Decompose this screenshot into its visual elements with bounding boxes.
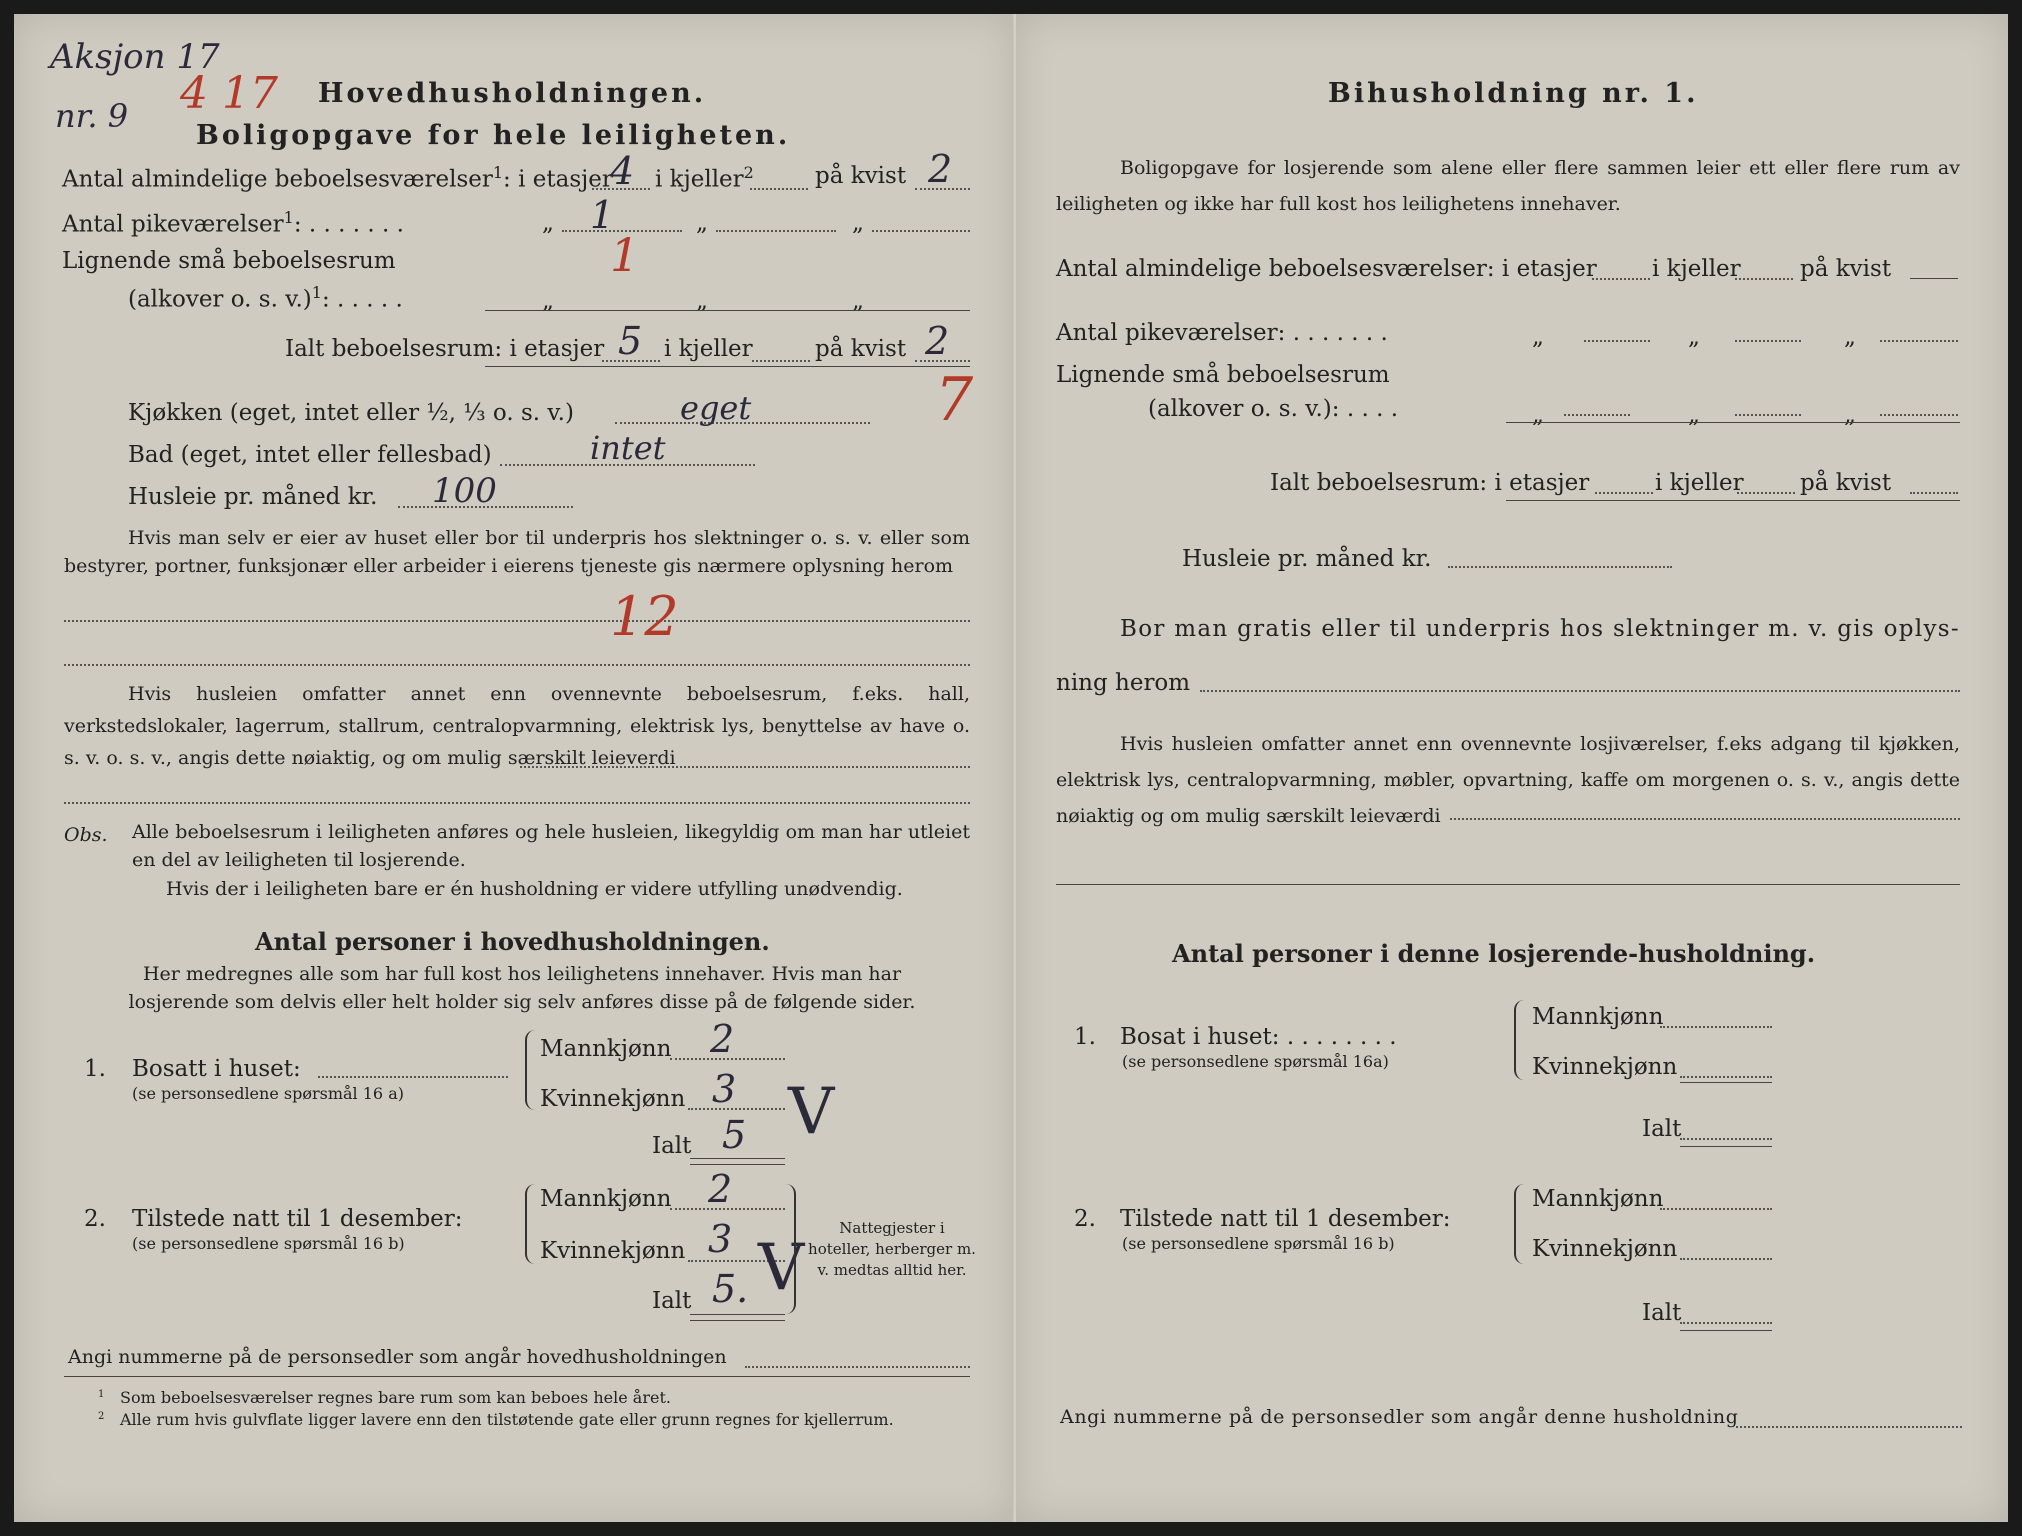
r-husleie-label: Husleie pr. måned kr.: [1182, 546, 1432, 572]
hw-q1-kvinne: 3: [712, 1067, 737, 1111]
row1-kvist: på kvist: [815, 163, 907, 189]
bad-label: Bad (eget, intet eller fellesbad): [128, 442, 492, 468]
hw-ialt-red: 7: [935, 365, 974, 435]
hw-row1-kvist: 2: [928, 147, 953, 191]
hw-corner-note-1: Aksjon 17: [50, 37, 220, 77]
hw-kjokken: eget: [680, 389, 752, 427]
hw-pike-red: 1: [610, 228, 640, 282]
hw-bad: intet: [590, 429, 666, 467]
hw-husleie: 100: [432, 471, 497, 511]
hw-q2-check: V: [758, 1231, 805, 1305]
r-gratis-1: Bor man gratis eller til underpris hos slektninger m. v. gis oplys-: [1120, 616, 1960, 642]
footnote-1: Som beboelsesværelser regnes bare rum som kan beboes hele året.: [120, 1388, 671, 1407]
r-ialt-label: Ialt beboelsesrum: i etasjer: [1270, 470, 1590, 496]
obs-text-2: Hvis der i leiligheten bare er én husholdning er videre utfylling unødvendig.: [166, 878, 903, 900]
ialt-label: Ialt beboelsesrum: i etasjer: [285, 336, 605, 362]
left-subtitle: Boligopgave for hele leiligheten.: [196, 120, 791, 151]
hw-q2-kvinne: 3: [708, 1217, 733, 1261]
persons-title: Antal personer i hovedhusholdningen.: [255, 927, 770, 956]
angi-text: Angi nummerne på de personsedler som angår hovedhusholdningen: [68, 1346, 727, 1368]
row2-label: Antal pikeværelser$^1$: . . . . . . .: [62, 208, 404, 238]
row1-label: Antal almindelige beboelsesværelser$^1$: i etasjer: [62, 163, 613, 193]
hw-q1-check: V: [788, 1075, 835, 1149]
hw-q1-mann: 2: [710, 1017, 735, 1061]
row3-sub: (alkover o. s. v.)$^1$: . . . . .: [128, 283, 403, 313]
hw-q2-ialt: 5.: [712, 1267, 749, 1311]
q1-label: Bosatt i huset:: [132, 1056, 301, 1082]
right-intro: Boligopgave for losjerende som alene eller flere sammen leier ett eller flere rum av leiligheten og ikke har full kost hos leilighetens innehaver.: [1056, 157, 1960, 215]
left-title: Hovedhusholdningen.: [318, 78, 707, 109]
hw-row1-etasjer: 4: [610, 149, 635, 193]
row3-label: Lignende små beboelsesrum: [62, 248, 396, 274]
q1-sub: (se personsedlene spørsmål 16 a): [132, 1084, 404, 1103]
persons-intro: Her medregnes alle som har full kost hos leilighetens innehaver. Hvis man har losjerende som delvis eller helt holder sig selv anføres disse på de følgende sider.: [128, 963, 916, 1013]
r-row3-label: Lignende små beboelsesrum: [1056, 362, 1390, 388]
r-row3-sub: (alkover o. s. v.): . . . .: [1148, 396, 1399, 422]
hw-q1-ialt: 5: [722, 1113, 747, 1157]
r-persons-title: Antal personer i denne losjerende-husholdning.: [1172, 939, 1816, 968]
r-q2-sub: (se personsedlene spørsmål 16 b): [1122, 1234, 1395, 1253]
row1-kjeller: i kjeller$^2$: [655, 163, 754, 193]
obs-text-1: Alle beboelsesrum i leiligheten anføres og hele husleien, likegyldig om man har utleiet en del av leiligheten til losjerende.: [132, 821, 970, 871]
hw-red-12: 12: [610, 585, 679, 648]
q2-label: Tilstede natt til 1 desember:: [132, 1206, 463, 1232]
r-row2-label: Antal pikeværelser: . . . . . . .: [1056, 320, 1388, 346]
r-q1-label: Bosat i huset: . . . . . . . .: [1120, 1024, 1397, 1050]
r-q1-sub: (se personsedlene spørsmål 16a): [1122, 1052, 1389, 1071]
omfatter-text: Hvis husleien omfatter annet enn ovennevnte beboelsesrum, f.eks. hall, verkstedslokaler, lagerrum, stallrum, centralopvarmning, elektrisk lys, benyttelse av have o. s. v. o. s. v., angis dette nøiaktig, og om mulig særskilt leieverdi: [64, 683, 970, 769]
husleie-label: Husleie pr. måned kr.: [128, 484, 378, 510]
footnote-2: Alle rum hvis gulvflate ligger lavere enn den tilstøtende gate eller grunn regnes for kjellerrum.: [120, 1410, 894, 1429]
hw-ialt-etasjer: 5: [618, 319, 643, 363]
eier-text: Hvis man selv er eier av huset eller bor til underpris hos slektninger o. s. v. eller som bestyrer, portner, funksjonær eller arbeider i eierens tjeneste gis nærmere oplysning herom: [64, 527, 970, 577]
obs-label: Obs.: [64, 824, 108, 846]
hw-corner-red: 4 17: [180, 68, 278, 119]
r-q2-label: Tilstede natt til 1 desember:: [1120, 1206, 1451, 1232]
right-title: Bihusholdning nr. 1.: [1328, 78, 1699, 109]
hw-q2-mann: 2: [708, 1167, 733, 1211]
r-gratis-2: ning herom: [1056, 670, 1191, 696]
hw-ialt-kvist: 2: [925, 319, 950, 363]
kjokken-label: Kjøkken (eget, intet eller ½, ⅓ o. s. v.): [128, 400, 574, 426]
r-omfatter-text: Hvis husleien omfatter annet enn ovennevnte losjiværelser, f.eks adgang til kjøkken, elektrisk lys, centralopvarmning, møbler, opvartning, kaffe om morgenen o. s. v., angis dette nøiaktig og om mulig særskilt leieværdi: [1056, 733, 1960, 827]
r-row1-label: Antal almindelige beboelsesværelser: i etasjer: [1056, 256, 1597, 282]
q2-sub: (se personsedlene spørsmål 16 b): [132, 1234, 405, 1253]
hw-corner-note-2: nr. 9: [55, 97, 129, 135]
nattegjester-note: Nattegjester i hoteller, herberger m. v. medtas alltid her.: [808, 1219, 976, 1279]
r-angi-text: Angi nummerne på de personsedler som angår denne husholdning: [1060, 1406, 1739, 1428]
hw-pike: 1: [590, 193, 615, 237]
